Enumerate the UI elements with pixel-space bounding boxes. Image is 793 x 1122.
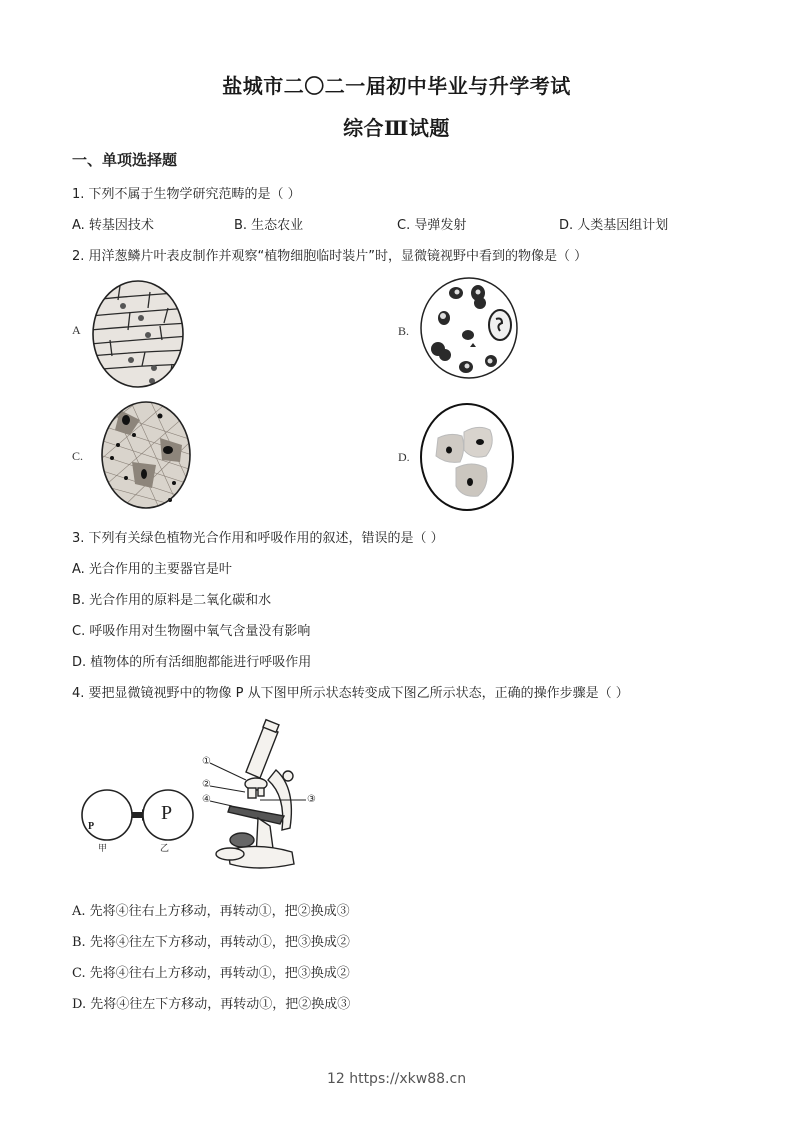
question-4-option-d: D. 先将④往左下方移动，再转动①，把②换成③	[72, 997, 351, 1012]
figure-a-label: A	[72, 323, 81, 337]
question-4-option-a: A. 先将④往右上方移动，再转动①，把②换成③	[72, 904, 350, 919]
marker-1: ①	[202, 756, 211, 767]
marker-4: ④	[202, 794, 211, 805]
view-field-diagram	[80, 785, 200, 845]
question-1-stem: 1. 下列不属于生物学研究范畴的是（ ）	[72, 187, 301, 202]
marker-3: ③	[307, 794, 316, 805]
big-p-letter: P	[161, 802, 173, 824]
question-3-option-a: A. 光合作用的主要器官是叶	[72, 562, 232, 577]
question-3-stem: 3. 下列有关绿色植物光合作用和呼吸作用的叙述，错误的是（ ）	[72, 531, 444, 546]
question-3-option-b: B. 光合作用的原料是二氧化碳和水	[72, 593, 272, 608]
section-title: 一、单项选择题	[72, 151, 178, 169]
jia-label: 甲	[98, 844, 108, 854]
question-4-stem: 4. 要把显微镜视野中的物像 P 从下图甲所示状态转变成下图乙所示状态，正确的操作步骤是（ ）	[72, 686, 629, 701]
exam-subtitle: 综合Ⅲ试题	[343, 116, 450, 140]
blood-cells-figure	[418, 275, 520, 381]
question-2-stem: 2. 用洋葱鳞片叶表皮制作并观察“植物细胞临时装片”时，显微镜视野中看到的物像是（ ）	[72, 249, 588, 264]
cheek-cells-figure	[418, 402, 516, 512]
figure-b-label: B.	[398, 324, 410, 338]
question-1-option-b: B. 生态农业	[234, 218, 304, 233]
figure-d-label: D.	[398, 450, 410, 464]
yi-label: 乙	[160, 844, 170, 854]
page-footer: 12 https://xkw88.cn	[326, 1071, 467, 1087]
question-1-option-a: A. 转基因技术	[72, 218, 154, 233]
question-3-option-c: C. 呼吸作用对生物圈中氧气含量没有影响	[72, 624, 311, 639]
question-4-option-c: C. 先将④往右上方移动，再转动①，把③换成②	[72, 966, 350, 981]
small-p-letter: P	[88, 821, 95, 832]
question-1-option-c: C. 导弹发射	[397, 218, 467, 233]
onion-epidermis-figure	[90, 278, 190, 390]
question-3-option-d: D. 植物体的所有活细胞都能进行呼吸作用	[72, 655, 312, 670]
nerve-tissue-figure	[100, 400, 192, 510]
exam-title: 盐城市二〇二一届初中毕业与升学考试	[222, 74, 571, 98]
marker-2: ②	[202, 779, 211, 790]
figure-c-label: C.	[72, 449, 84, 463]
microscope-illustration	[198, 718, 323, 873]
question-1-option-d: D. 人类基因组计划	[559, 218, 669, 233]
question-4-option-b: B. 先将④往左下方移动，再转动①，把③换成②	[72, 935, 350, 950]
